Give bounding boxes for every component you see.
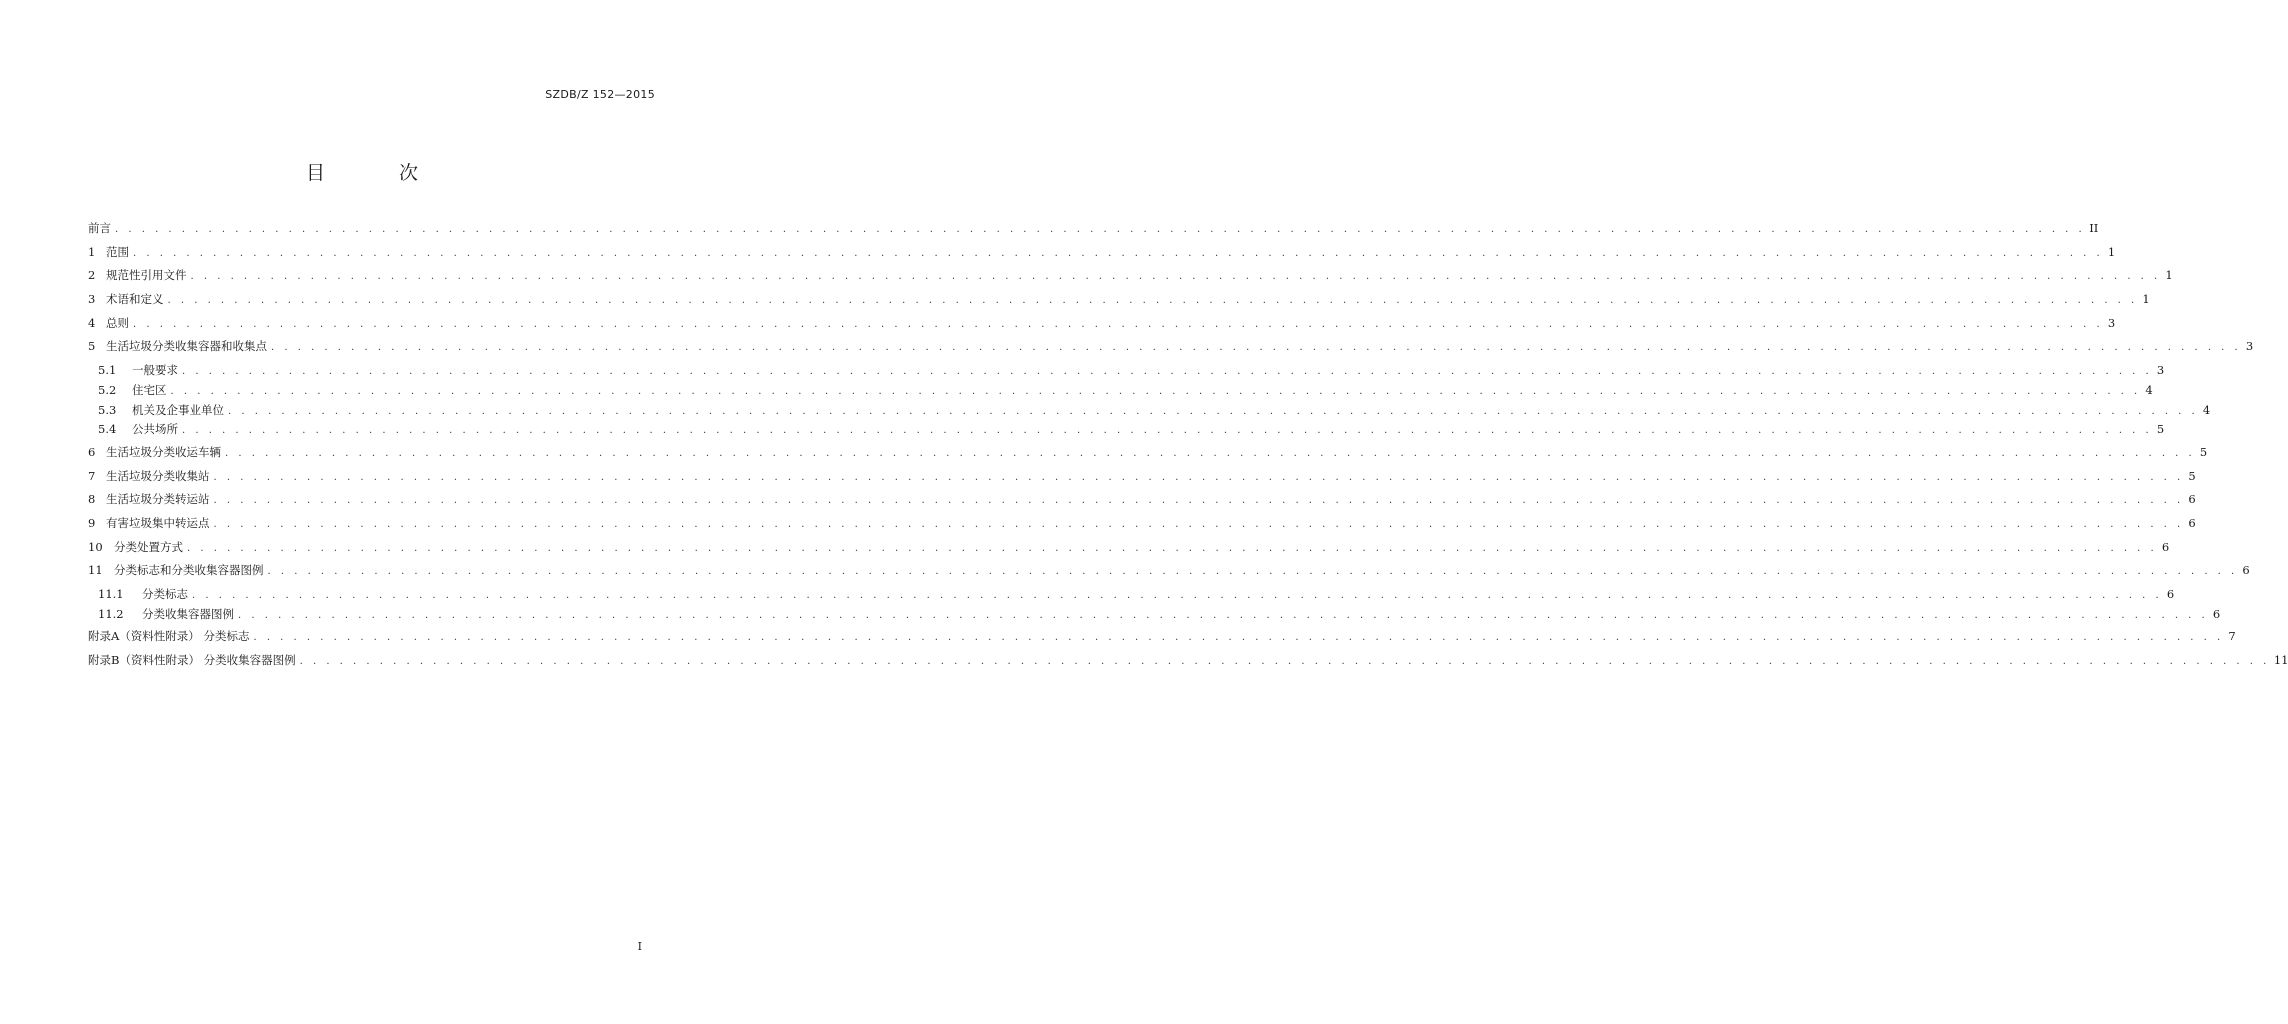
toc-page: 6 — [2212, 606, 2221, 621]
toc-number: 10 — [88, 539, 103, 554]
toc-number: 9 — [88, 515, 96, 530]
toc-page: 5 — [2188, 468, 2196, 483]
toc-number: 5.1 — [98, 363, 117, 378]
toc-leader: . . . . . . . . . . . . . . . . . . . . . . . . . . . . . . . . . . . . . . . . . . . . . . . . . . . . . . . . . . . . . . . . . . . . . . . . . . . . . . . . . . . . . . . . . . . . . . . . . . . . . . . . . . . . . . . . . . . . . . . . . . . . . . . . . . . . . . . . . . . . . . . . . . . . — [225, 447, 2196, 459]
toc-label: 一般要求 — [132, 363, 178, 378]
toc-label: 生活垃圾分类转运站 — [106, 492, 210, 507]
toc-label: 生活垃圾分类收集容器和收集点 — [106, 339, 267, 354]
toc-entry-foreword[interactable] — [88, 220, 2099, 244]
toc-number: 4 — [88, 315, 96, 330]
toc-number: 2 — [88, 268, 96, 283]
toc-label: 住宅区 — [132, 382, 167, 397]
toc-leader: . . . . . . . . . . . . . . . . . . . . . . . . . . . . . . . . . . . . . . . . . . . . . . . . . . . . . . . . . . . . . . . . . . . . . . . . . . . . . . . . . . . . . . . . . . . . . . . . . . . . . . . . . . . . . . . . . . . . . . . . . . . . . . . . . . . . . . . . . . . . . . . . . . . . — [187, 542, 2158, 554]
toc-label: 分类处置方式 — [114, 539, 183, 554]
toc-label: 范围 — [106, 244, 129, 259]
toc-page: 6 — [2242, 563, 2250, 578]
toc-leader: . . . . . . . . . . . . . . . . . . . . . . . . . . . . . . . . . . . . . . . . . . . . . . . . . . . . . . . . . . . . . . . . . . . . . . . . . . . . . . . . . . . . . . . . . . . . . . . . . . . . . . . . . . . . . . . . . . . . . . . . . . . . . . . . . . . . . . . . . . . . . . . . . . . . — [133, 318, 2104, 330]
toc-page: 1 — [2142, 292, 2150, 307]
toc-label: 分类标志和分类收集容器图例 — [114, 563, 264, 578]
toc-number: 7 — [88, 468, 96, 483]
toc-page: 3 — [2156, 363, 2165, 378]
toc-page: 3 — [2245, 339, 2254, 354]
toc-entry-terms[interactable] — [88, 291, 2150, 315]
toc-label: 有害垃圾集中转运点 — [106, 515, 210, 530]
toc-entry-appendix-a[interactable] — [88, 628, 2236, 652]
toc-leader: . . . . . . . . . . . . . . . . . . . . . . . . . . . . . . . . . . . . . . . . . . . . . . . . . . . . . . . . . . . . . . . . . . . . . . . . . . . . . . . . . . . . . . . . . . . . . . . . . . . . . . . . . . . . . . . . . . . . . . . . . . . . . . . . . . . . . . . . . . . . . . . . . . . . — [182, 366, 2153, 378]
toc-label: 总则 — [106, 315, 129, 330]
toc-page: 5 — [2156, 422, 2165, 437]
toc-page: 1 — [2107, 244, 2116, 259]
toc-entry-hazardous-point[interactable] — [88, 515, 2196, 539]
toc-number: 11.1 — [98, 587, 124, 601]
toc-leader: . . . . . . . . . . . . . . . . . . . . . . . . . . . . . . . . . . . . . . . . . . . . . . . . . . . . . . . . . . . . . . . . . . . . . . . . . . . . . . . . . . . . . . . . . . . . . . . . . . . . . . . . . . . . . . . . . . . . . . . . . . . . . . . . . . . . . . . . . . . . . . . . . . . . — [167, 295, 2138, 307]
toc-number: 5.3 — [98, 402, 117, 417]
toc-number: 3 — [88, 292, 96, 307]
toc-entry-5-2[interactable] — [88, 382, 2153, 402]
toc-page: 6 — [2188, 515, 2196, 530]
toc-label: 附录A（资料性附录） 分类标志 — [88, 629, 250, 644]
toc-entry-transfer-station[interactable] — [88, 491, 2196, 515]
toc-number: 1 — [88, 244, 96, 259]
toc-page: II — [2089, 221, 2099, 235]
toc-label: 前言 — [88, 221, 111, 235]
toc-page: 4 — [2202, 402, 2211, 417]
toc-leader: . . . . . . . . . . . . . . . . . . . . . . . . . . . . . . . . . . . . . . . . . . . . . . . . . . . . . . . . . . . . . . . . . . . . . . . . . . . . . . . . . . . . . . . . . . . . . . . . . . . . . . . . . . . . . . . . . . . . . . . . . . . . . . . . . . . . . . . . . . . . . . . . . . . . — [267, 566, 2238, 578]
toc-leader: . . . . . . . . . . . . . . . . . . . . . . . . . . . . . . . . . . . . . . . . . . . . . . . . . . . . . . . . . . . . . . . . . . . . . . . . . . . . . . . . . . . . . . . . . . . . . . . . . . . . . . . . . . . . . . . . . . . . . . . . . . . . . . . . . . . . . . . . . . . . . . . . . . . . — [228, 405, 2199, 417]
toc-leader: . . . . . . . . . . . . . . . . . . . . . . . . . . . . . . . . . . . . . . . . . . . . . . . . . . . . . . . . . . . . . . . . . . . . . . . . . . . . . . . . . . . . . . . . . . . . . . . . . . . . . . . . . . . . . . . . . . . . . . . . . . . . . . . . . . . . . . . . . . . . . . . . . . . . — [133, 247, 2104, 259]
toc-number: 6 — [88, 444, 96, 459]
table-of-contents — [88, 220, 2288, 676]
toc-page: 11 — [2273, 653, 2288, 668]
toc-leader: . . . . . . . . . . . . . . . . . . . . . . . . . . . . . . . . . . . . . . . . . . . . . . . . . . . . . . . . . . . . . . . . . . . . . . . . . . . . . . . . . . . . . . . . . . . . . . . . . . . . . . . . . . . . . . . . . . . . . . . . . . . . . . . . . . . . . . . . . . . . . . . . . . . . — [170, 385, 2141, 397]
toc-label: 生活垃圾分类收运车辆 — [106, 444, 221, 459]
toc-page: 6 — [2188, 492, 2196, 507]
toc-entry-5-1[interactable] — [88, 362, 2165, 382]
toc-label: 机关及企事业单位 — [132, 402, 224, 417]
document-code: SZDB/Z 152—2015 — [545, 88, 655, 101]
toc-leader: . . . . . . . . . . . . . . . . . . . . . . . . . . . . . . . . . . . . . . . . . . . . . . . . . . . . . . . . . . . . . . . . . . . . . . . . . . . . . . . . . . . . . . . . . . . . . . . . . . . . . . . . . . . . . . . . . . . . . . . . . . . . . . . . . . . . . . . . . . . . . . . . . . . . — [271, 342, 2242, 354]
toc-label: 规范性引用文件 — [106, 268, 187, 283]
toc-leader: . . . . . . . . . . . . . . . . . . . . . . . . . . . . . . . . . . . . . . . . . . . . . . . . . . . . . . . . . . . . . . . . . . . . . . . . . . . . . . . . . . . . . . . . . . . . . . . . . . . . . . . . . . . . . . . . . . . . . . . . . . . . . . . . . . . . . . . . . . . . . . . . . . . . — [213, 471, 2184, 483]
toc-label: 附录B（资料性附录） 分类收集容器图例 — [88, 653, 296, 668]
toc-entry-5-4[interactable] — [88, 421, 2165, 441]
toc-leader: . . . . . . . . . . . . . . . . . . . . . . . . . . . . . . . . . . . . . . . . . . . . . . . . . . . . . . . . . . . . . . . . . . . . . . . . . . . . . . . . . . . . . . . . . . . . . . . . . . . . . . . . . . . . . . . . . . . . . . . . . . . . . . . . . . . . . . . . . . . . . . . . . . . . — [190, 271, 2161, 283]
toc-leader: . . . . . . . . . . . . . . . . . . . . . . . . . . . . . . . . . . . . . . . . . . . . . . . . . . . . . . . . . . . . . . . . . . . . . . . . . . . . . . . . . . . . . . . . . . . . . . . . . . . . . . . . . . . . . . . . . . . . . . . . . . . . . . . . . . . . . . . . . . . . . . . . . . . . — [253, 632, 2224, 644]
toc-entry-normative-references[interactable] — [88, 267, 2173, 291]
toc-label: 公共场所 — [132, 422, 178, 437]
toc-leader: . . . . . . . . . . . . . . . . . . . . . . . . . . . . . . . . . . . . . . . . . . . . . . . . . . . . . . . . . . . . . . . . . . . . . . . . . . . . . . . . . . . . . . . . . . . . . . . . . . . . . . . . . . . . . . . . . . . . . . . . . . . . . . . . . . . . . . . . . . . . . . . . . . . . — [238, 609, 2209, 621]
toc-entry-vehicles[interactable] — [88, 444, 2208, 468]
toc-entry-5-3[interactable] — [88, 402, 2211, 422]
toc-entry-appendix-b[interactable] — [88, 652, 2288, 676]
toc-number: 11 — [88, 563, 103, 578]
toc-page: 3 — [2107, 315, 2116, 330]
toc-label: 分类标志 — [142, 587, 188, 601]
toc-page: 1 — [2165, 268, 2173, 283]
toc-entry-11-2[interactable] — [88, 606, 2221, 626]
toc-number: 8 — [88, 492, 96, 507]
toc-label: 生活垃圾分类收集站 — [106, 468, 210, 483]
toc-label: 术语和定义 — [106, 292, 164, 307]
toc-entry-collection-station[interactable] — [88, 468, 2196, 492]
toc-page: 4 — [2145, 382, 2153, 397]
page-title: 目 次 — [305, 162, 453, 184]
toc-leader: . . . . . . . . . . . . . . . . . . . . . . . . . . . . . . . . . . . . . . . . . . . . . . . . . . . . . . . . . . . . . . . . . . . . . . . . . . . . . . . . . . . . . . . . . . . . . . . . . . . . . . . . . . . . . . . . . . . . . . . . . . . . . . . . . . . . . . . . . . . . . . . . . . . . — [213, 495, 2184, 507]
toc-number: 5 — [88, 339, 96, 354]
toc-page: 7 — [2228, 629, 2236, 644]
toc-number: 5.2 — [98, 382, 117, 397]
page-number: I — [637, 940, 642, 953]
toc-entry-signs-legends[interactable] — [88, 562, 2250, 586]
toc-leader: . . . . . . . . . . . . . . . . . . . . . . . . . . . . . . . . . . . . . . . . . . . . . . . . . . . . . . . . . . . . . . . . . . . . . . . . . . . . . . . . . . . . . . . . . . . . . . . . . . . . . . . . . . . . . . . . . . . . . . . . . . . . . . . . . . . . . . . . . . . . . . . . . . . . — [182, 425, 2153, 437]
toc-number: 5.4 — [98, 422, 117, 437]
toc-entry-general[interactable] — [88, 315, 2116, 339]
toc-leader: . . . . . . . . . . . . . . . . . . . . . . . . . . . . . . . . . . . . . . . . . . . . . . . . . . . . . . . . . . . . . . . . . . . . . . . . . . . . . . . . . . . . . . . . . . . . . . . . . . . . . . . . . . . . . . . . . . . . . . . . . . . . . . . . . . . . . . . . . . . . . . . . . . . . — [115, 224, 2086, 235]
toc-entry-11-1[interactable] — [88, 586, 2175, 606]
toc-page: 5 — [2199, 444, 2208, 459]
toc-page: 6 — [2161, 539, 2170, 554]
toc-label: 分类收集容器图例 — [142, 606, 234, 621]
toc-leader: . . . . . . . . . . . . . . . . . . . . . . . . . . . . . . . . . . . . . . . . . . . . . . . . . . . . . . . . . . . . . . . . . . . . . . . . . . . . . . . . . . . . . . . . . . . . . . . . . . . . . . . . . . . . . . . . . . . . . . . . . . . . . . . . . . . . . . . . . . . . . . . . . . . . — [299, 656, 2270, 668]
toc-page: 6 — [2166, 587, 2175, 601]
toc-entry-disposal[interactable] — [88, 539, 2170, 563]
toc-entry-containers[interactable] — [88, 338, 2254, 362]
toc-number: 11.2 — [98, 606, 124, 621]
toc-leader: . . . . . . . . . . . . . . . . . . . . . . . . . . . . . . . . . . . . . . . . . . . . . . . . . . . . . . . . . . . . . . . . . . . . . . . . . . . . . . . . . . . . . . . . . . . . . . . . . . . . . . . . . . . . . . . . . . . . . . . . . . . . . . . . . . . . . . . . . . . . . . . . . . . . — [213, 518, 2184, 530]
toc-entry-scope[interactable] — [88, 244, 2116, 268]
toc-leader: . . . . . . . . . . . . . . . . . . . . . . . . . . . . . . . . . . . . . . . . . . . . . . . . . . . . . . . . . . . . . . . . . . . . . . . . . . . . . . . . . . . . . . . . . . . . . . . . . . . . . . . . . . . . . . . . . . . . . . . . . . . . . . . . . . . . . . . . . . . . . . . . . . . . — [192, 590, 2163, 601]
